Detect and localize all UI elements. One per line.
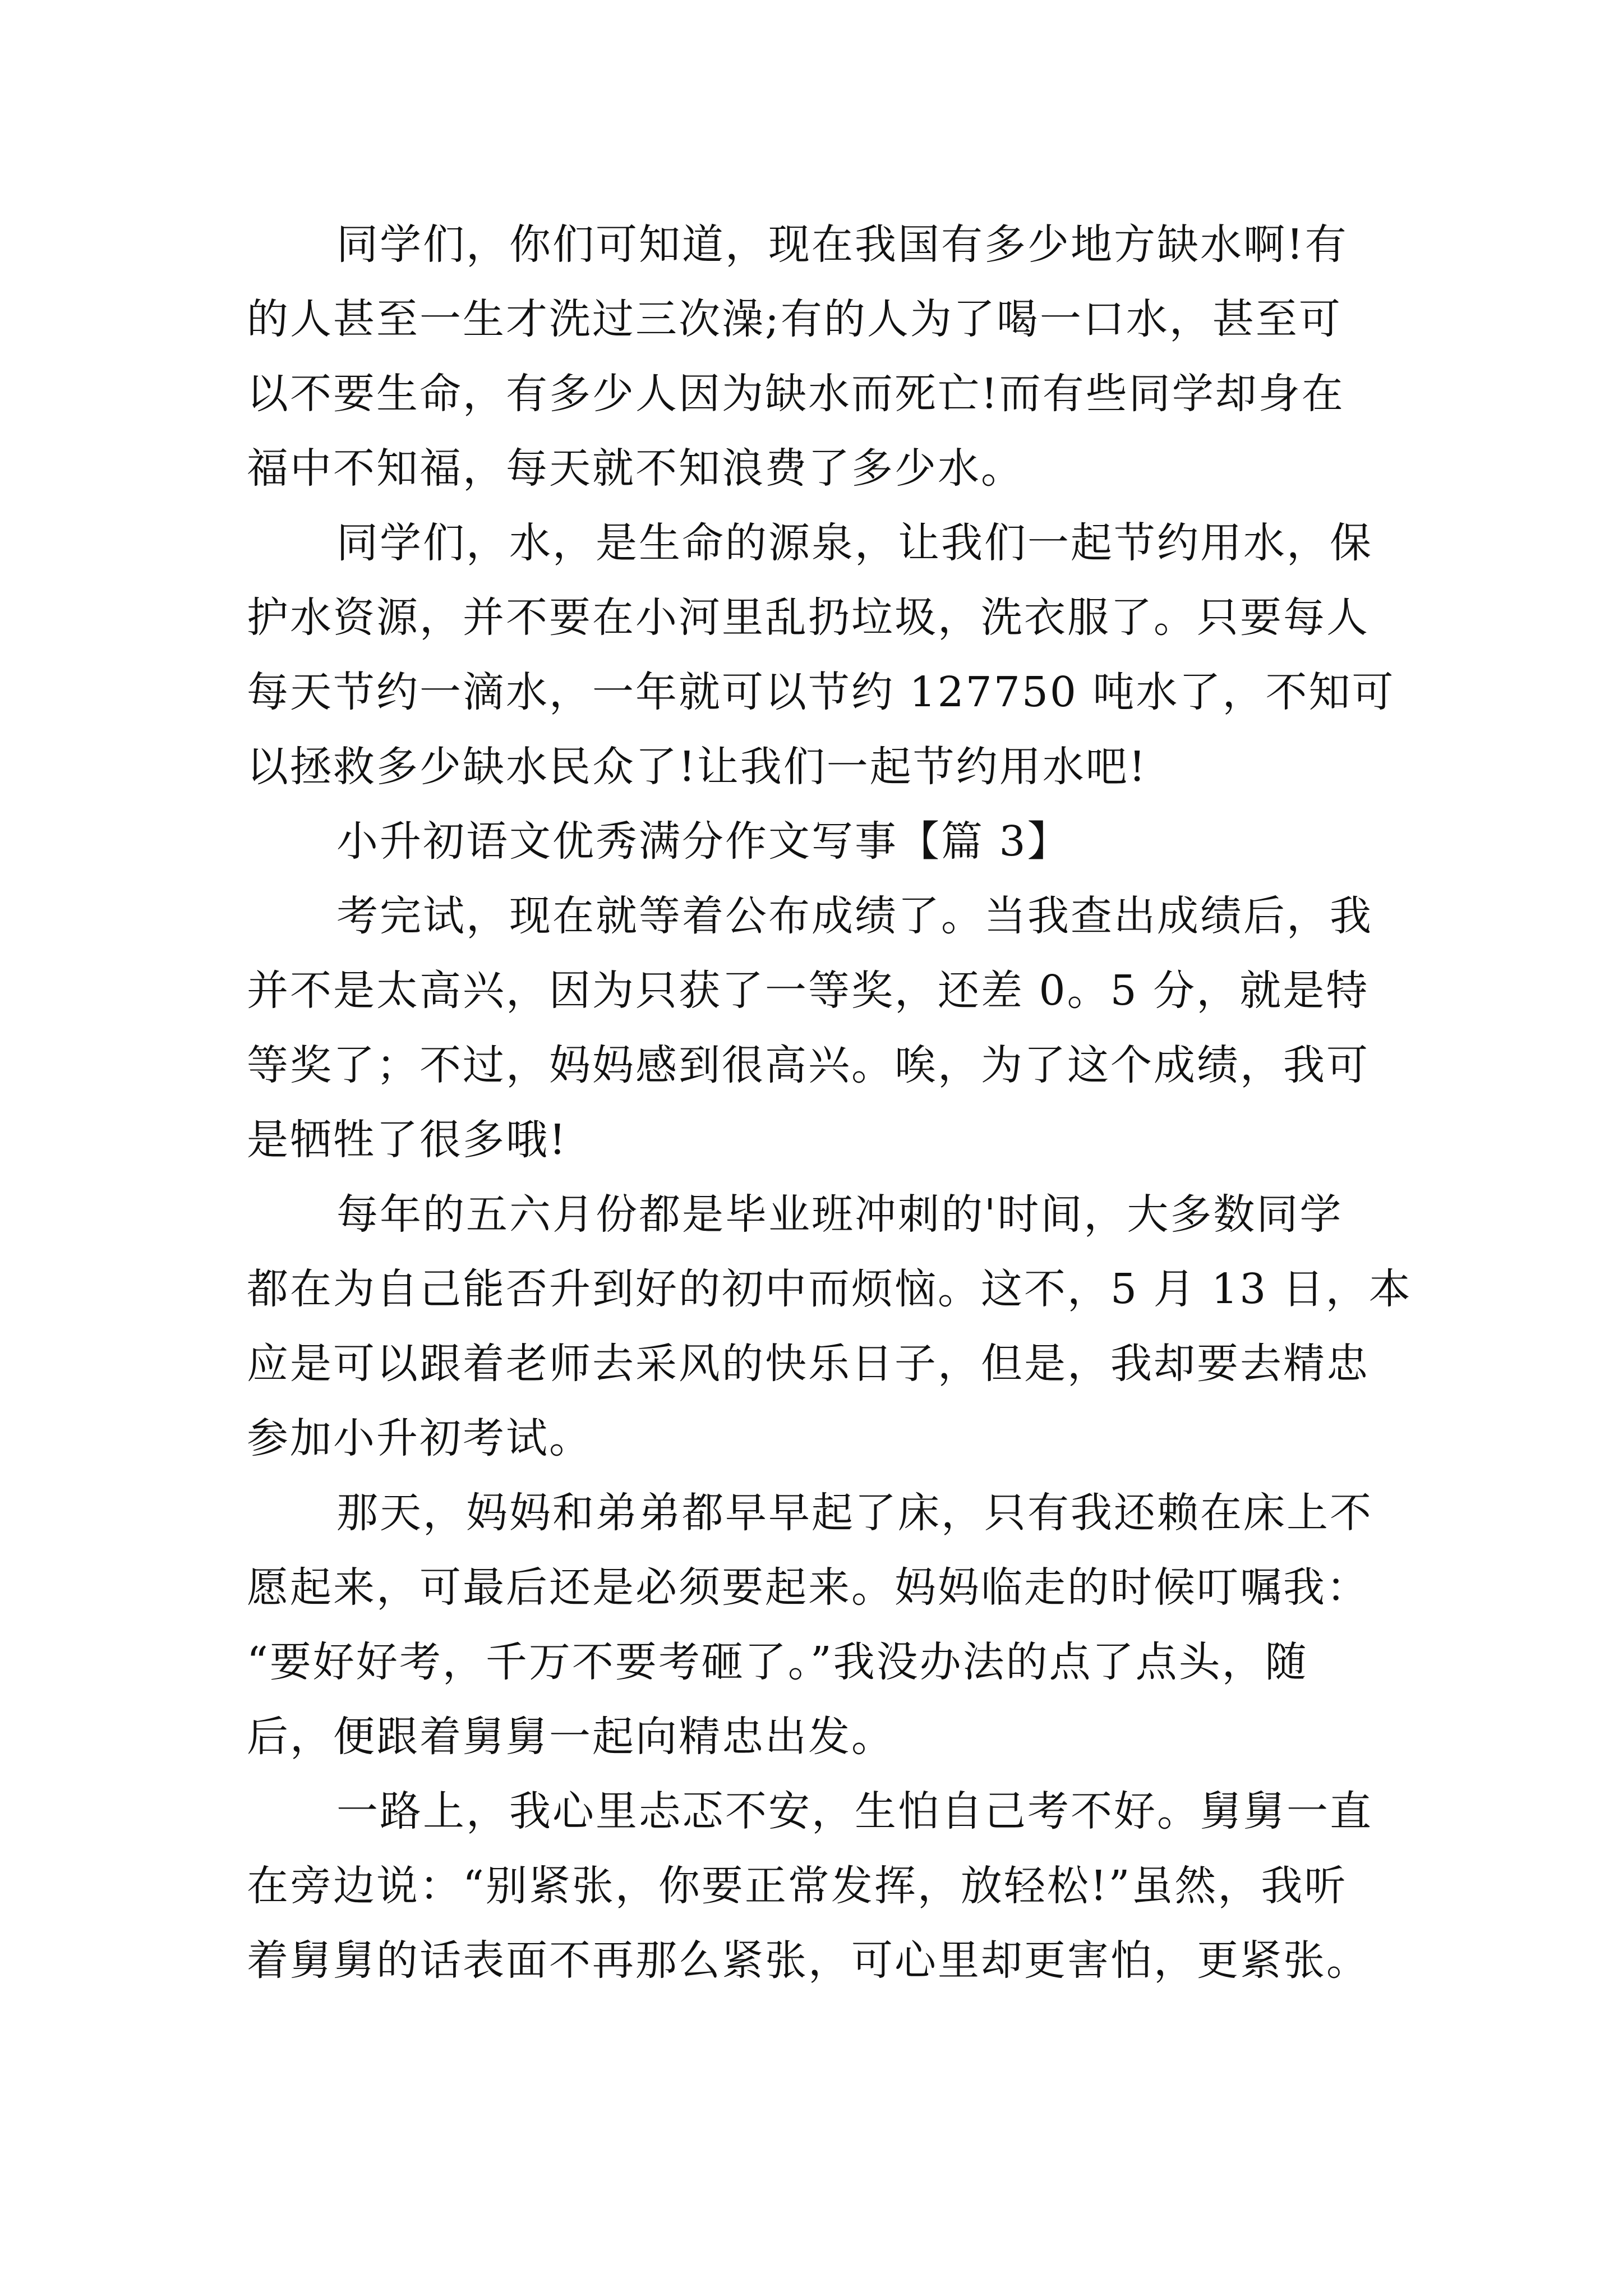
paragraph-line: 以不要生命，有多少人因为缺水而死亡!而有些同学却身在 [247,370,1345,418]
paragraph-line: 是牺牲了很多哦! [247,1116,568,1164]
paragraph-line: 都在为自己能否升到好的初中而烦恼。这不，5 月 13 日，本 [247,1265,1412,1313]
paragraph-line: 每年的五六月份都是毕业班冲刺的'时间，大多数同学 [336,1190,1343,1239]
paragraph-line: 的人甚至一生才洗过三次澡;有的人为了喝一口水，甚至可 [247,295,1342,343]
paragraph-line: 以拯救多少缺水民众了!让我们一起节约用水吧! [247,743,1147,791]
paragraph-line: 着舅舅的话表面不再那么紧张，可心里却更害怕，更紧张。 [247,1936,1370,1985]
paragraph-line: 并不是太高兴，因为只获了一等奖，还差 0。5 分，就是特 [247,967,1370,1015]
paragraph-line: 每天节约一滴水，一年就可以节约 127750 吨水了，不知可 [247,668,1395,716]
paragraph-line: 参加小升初考试。 [247,1414,592,1462]
paragraph-line: 后，便跟着舅舅一起向精忠出发。 [247,1713,895,1761]
paragraph-line: 考完试，现在就等着公布成绩了。当我查出成绩后，我 [336,892,1373,940]
paragraph-line: 一路上，我心里忐忑不安，生怕自己考不好。舅舅一直 [336,1787,1373,1835]
paragraph-line: 同学们，水，是生命的源泉，让我们一起节约用水，保 [336,519,1373,567]
paragraph-line: 在旁边说：“别紧张，你要正常发挥，放轻松!”虽然，我听 [247,1862,1348,1910]
section-heading: 小升初语文优秀满分作文写事【篇 3】 [336,817,1071,866]
paragraph-line: 福中不知福，每天就不知浪费了多少水。 [247,444,1024,493]
paragraph-line: “要好好考，千万不要考砸了。”我没办法的点了点头，随 [247,1638,1308,1686]
paragraph-line: 那天，妈妈和弟弟都早早起了床，只有我还赖在床上不 [336,1489,1373,1537]
paragraph-line: 愿起来，可最后还是必须要起来。妈妈临走的时候叮嘱我： [247,1563,1370,1612]
paragraph-line: 应是可以跟着老师去采风的快乐日子，但是，我却要去精忠 [247,1340,1370,1388]
paragraph-line: 等奖了；不过，妈妈感到很高兴。唉，为了这个成绩，我可 [247,1041,1370,1089]
paragraph-line: 护水资源，并不要在小河里乱扔垃圾，洗衣服了。只要每人 [247,593,1370,642]
paragraph-line: 同学们，你们可知道，现在我国有多少地方缺水啊!有 [336,220,1348,269]
